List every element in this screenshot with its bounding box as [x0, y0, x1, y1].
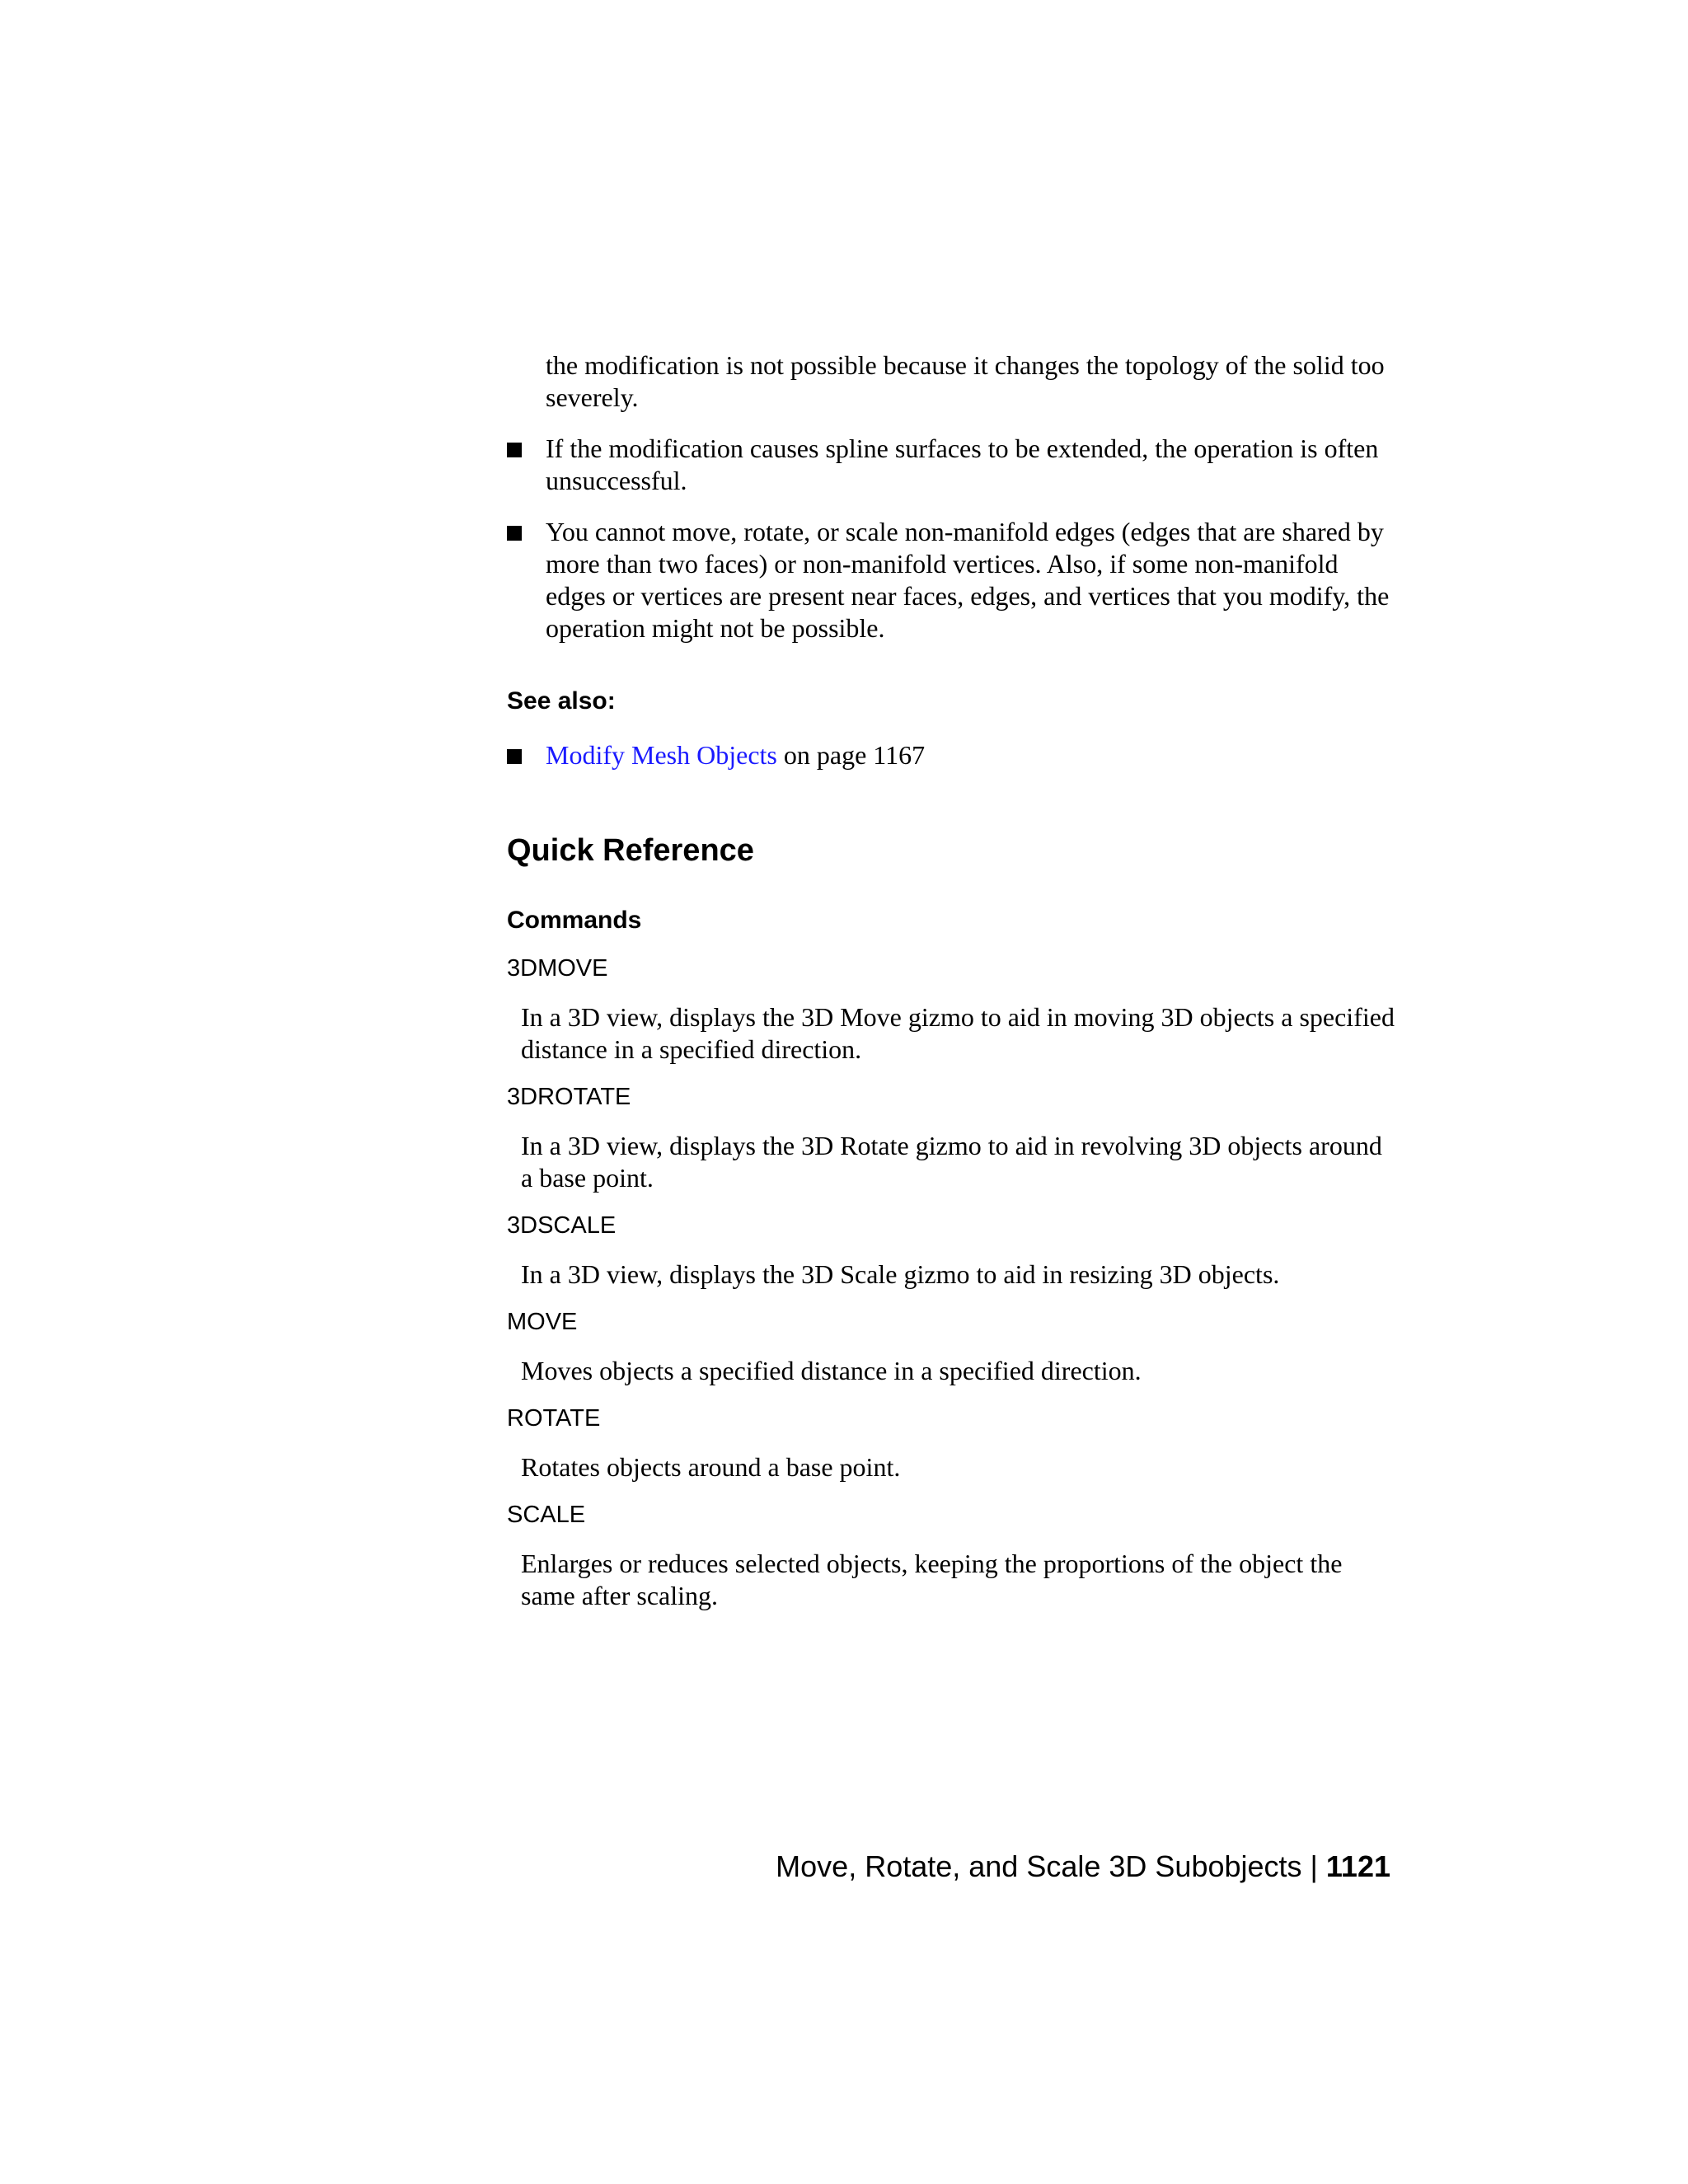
see-also-heading: See also: [507, 687, 616, 715]
footer-separator: | [1301, 1849, 1326, 1883]
square-bullet-icon [507, 749, 522, 764]
bullet-text: You cannot move, rotate, or scale non-manifold edges (edges that are shared by more than two faces) or non-manifold vertices. Also, if some non-manifold edges or vertices are present near faces, edges, and vertices that you modify, the operation might not be possible. [546, 517, 1390, 643]
command-description: Enlarges or reduces selected objects, keeping the proportions of the object the same after scaling. [521, 1549, 1343, 1610]
command-description: In a 3D view, displays the 3D Move gizmo to aid in moving 3D objects a specified distance in a specified direction. [521, 1002, 1395, 1064]
command-name-3drotate[interactable]: 3DROTATE [507, 1084, 631, 1110]
bullet-text: If the modification causes spline surfaces to be extended, the operation is often unsuccessful. [546, 434, 1379, 495]
page-number: 1121 [1325, 1849, 1390, 1883]
see-also-page-ref: on page 1167 [776, 740, 926, 770]
intro-paragraph: the modification is not possible because it changes the topology of the solid too severely. [546, 350, 1385, 412]
quick-reference-heading: Quick Reference [507, 833, 754, 868]
square-bullet-icon [507, 526, 522, 541]
footer-title: Move, Rotate, and Scale 3D Subobjects [776, 1849, 1302, 1883]
command-name-scale[interactable]: SCALE [507, 1502, 586, 1528]
modify-mesh-objects-link[interactable]: Modify Mesh Objects [546, 740, 777, 770]
command-name-3dscale[interactable]: 3DSCALE [507, 1212, 617, 1239]
command-description: Moves objects a specified distance in a specified direction. [521, 1356, 1142, 1385]
command-description: In a 3D view, displays the 3D Scale gizmo to aid in resizing 3D objects. [521, 1259, 1280, 1289]
command-description: Rotates objects around a base point. [521, 1452, 901, 1482]
command-name-move[interactable]: MOVE [507, 1309, 578, 1335]
commands-heading: Commands [507, 907, 642, 934]
square-bullet-icon [507, 443, 522, 457]
page-footer [776, 1849, 1390, 1885]
command-name-rotate[interactable]: ROTATE [507, 1405, 601, 1432]
see-also-text [546, 739, 1403, 771]
command-name-3dmove[interactable]: 3DMOVE [507, 955, 608, 982]
command-description: In a 3D view, displays the 3D Rotate gizmo to aid in revolving 3D objects around a base point. [521, 1131, 1382, 1193]
